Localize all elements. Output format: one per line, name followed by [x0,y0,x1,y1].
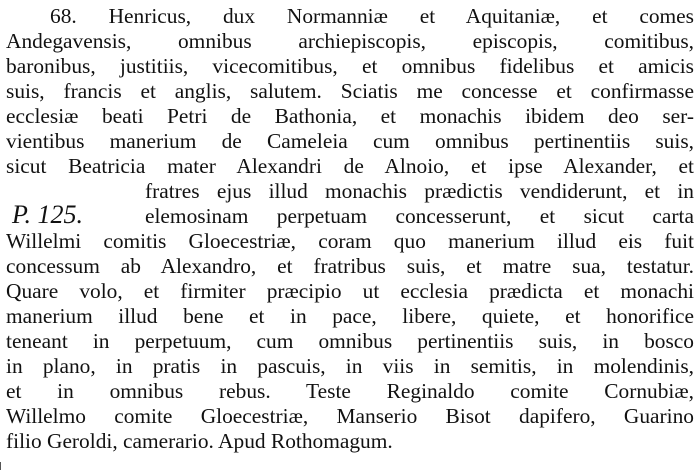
text-line-13: manerium illud bene et in pace, libere, quiete, et honorifice [6,304,694,328]
text-line-4: suis, francis et anglis, salutem. Sciatis me concesse et confirmasse [6,79,694,103]
text-line-12: Quare volo, et firmiter præcipio ut ecclesia prædicta et monachi [6,279,694,303]
text-line-11: concessum ab Alexandro, et fratribus suis, et matre sua, testatur. [6,254,694,278]
text-line-14: teneant in perpetuum, cum omnibus pertinentiis suis, in bosco [6,329,694,353]
text-line-8: fratres ejus illud monachis prædictis vendiderunt, et in [145,179,694,203]
text-line-1: 68. Henricus, dux Normanniæ et Aquitaniæ, et comes [50,4,694,28]
text-line-6: vientibus manerium de Cameleia cum omnibus pertinentiis suis, [6,129,694,153]
text-line-16: et in omnibus rebus. Teste Reginaldo comite Cornubiæ, [6,379,694,403]
text-line-9: elemosinam perpetuam concesserunt, et sicut carta [145,204,694,228]
page-edge-mark [0,462,5,470]
text-line-7: sicut Beatricia mater Alexandri de Alnoio, et ipse Alexander, et [6,154,694,178]
text-line-18: filio Geroldi, camerario. Apud Rothomagum. [6,429,393,453]
text-line-15: in plano, in pratis in pascuis, in viis in semitis, in molendinis, [6,354,694,378]
text-line-3: baronibus, justitiis, vicecomitibus, et omnibus fidelibus et amicis [6,54,694,78]
text-line-17: Willelmo comite Gloecestriæ, Manserio Bisot dapifero, Guarino [6,404,694,428]
text-line-10: Willelmi comitis Gloecestriæ, coram quo manerium illud eis fuit [6,229,694,253]
page-reference-note: P. 125. [12,200,84,229]
text-line-5: ecclesiæ beati Petri de Bathonia, et monachis ibidem deo ser- [6,104,694,128]
text-line-2: Andegavensis, omnibus archiepiscopis, episcopis, comitibus, [6,29,694,53]
